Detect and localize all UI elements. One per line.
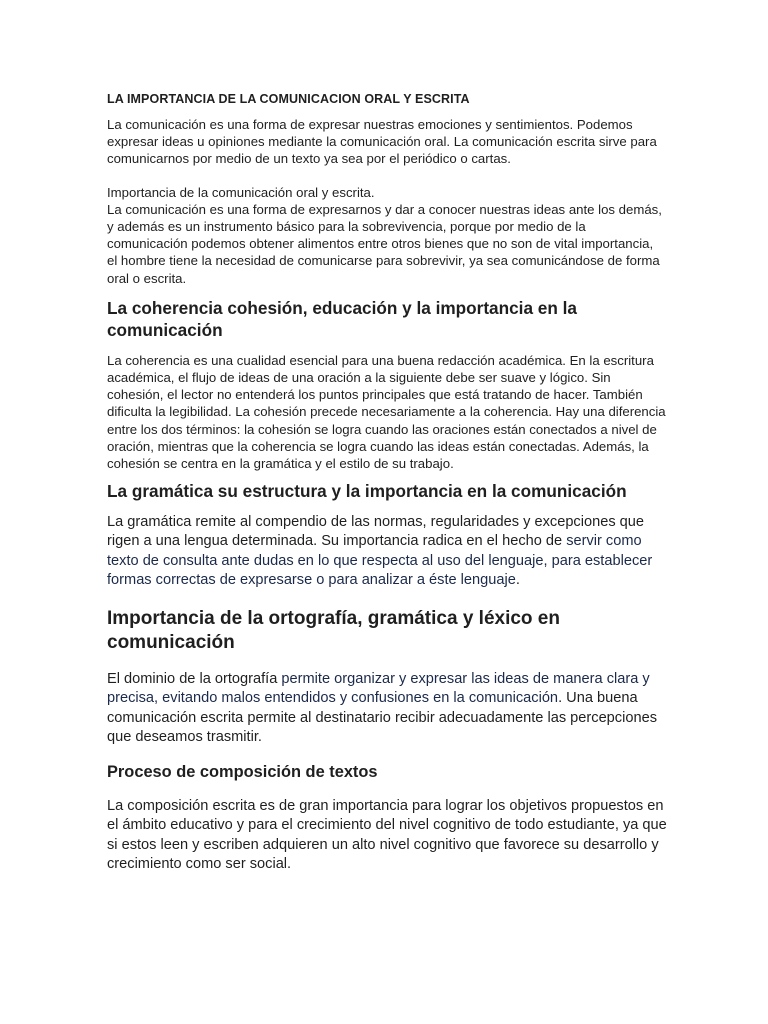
composition-paragraph: La composición escrita es de gran importancia para lograr los objetivos propuestos en el ámbito educativo y para el crecimiento del nivel cognitivo de todo estudiante, ya que si estos leen y escriben adquieren un alto nivel cognitivo que favorece su desarrollo y crecimiento como ser social. <box>107 797 667 873</box>
intro-paragraph: La comunicación es una forma de expresar nuestras emociones y sentimientos. Podemos expresar ideas u opiniones mediante la comunicación oral. La comunicación escrita sirve para comunicarnos por medio de un texto ya sea por el periódico o cartas. <box>107 117 657 167</box>
coherence-paragraph: La coherencia es una cualidad esencial para una buena redacción académica. En la escritura académica, el flujo de ideas de una oración a la siguiente debe ser suave y lógico. Sin cohesión, el lector no entenderá los puntos principales que está tratando de hacer. También dificulta la legibilidad. La cohesión precede necesariamente a la coherencia. Hay una diferencia entre los dos términos: la cohesión se logra cuando las oraciones están conectados a nivel de oración, mientras que la coherencia se logra cuando las ideas están conectadas. Además, la cohesión se centra en la gramática y el estilo de su trabajo. <box>107 352 666 472</box>
orthography-text-end: . Una buena comunicación escrita permite al destinatario recibir adecuadamente las percepciones que deseamos trasmitir. <box>107 690 657 746</box>
paragraph-spacer <box>107 168 667 184</box>
grammar-text-start: La gramática remite al compendio de las normas, regularidades y excepciones que rigen a una lengua determinada. Su importancia radica en el hecho de <box>107 513 645 550</box>
importance-label: Importancia de la comunicación oral y escrita. <box>107 184 375 200</box>
composition-heading: Proceso de composición de textos <box>107 762 378 781</box>
document-page <box>107 92 667 875</box>
orthography-text-start: El dominio de la ortografía <box>107 670 282 687</box>
grammar-heading: La gramática su estructura y la importancia en la comunicación <box>107 481 627 502</box>
orthography-heading: Importancia de la ortografía, gramática y léxico en comunicación <box>107 607 560 654</box>
grammar-paragraph <box>107 513 667 591</box>
orthography-link[interactable]: permite organizar y expresar las ideas de manera clara y precisa, evitando malos entendidos y confusiones en la comunicación <box>107 670 650 707</box>
grammar-link[interactable]: servir como texto de consulta ante dudas en lo que respecta al uso del lenguaje, para establecer formas correctas de expresarse o para analizar a éste lenguaje <box>107 533 653 589</box>
grammar-text-end: . <box>515 572 520 589</box>
document-title: LA IMPORTANCIA DE LA COMUNICACION ORAL Y ESCRITA <box>107 92 470 106</box>
orthography-paragraph <box>107 670 667 748</box>
importance-paragraph: La comunicación es una forma de expresarnos y dar a conocer nuestras ideas ante los demás, y además es un instrumento básico para la sobrevivencia, porque por medio de la comunicación podemos obtener alimentos entre otros bienes que no son de vital importancia, el hombre tiene la necesidad de comunicarse para sobrevivir, ya sea comunicándose de forma oral o escrita. <box>107 201 662 286</box>
coherence-heading: La coherencia cohesión, educación y la importancia en la comunicación <box>107 297 577 341</box>
